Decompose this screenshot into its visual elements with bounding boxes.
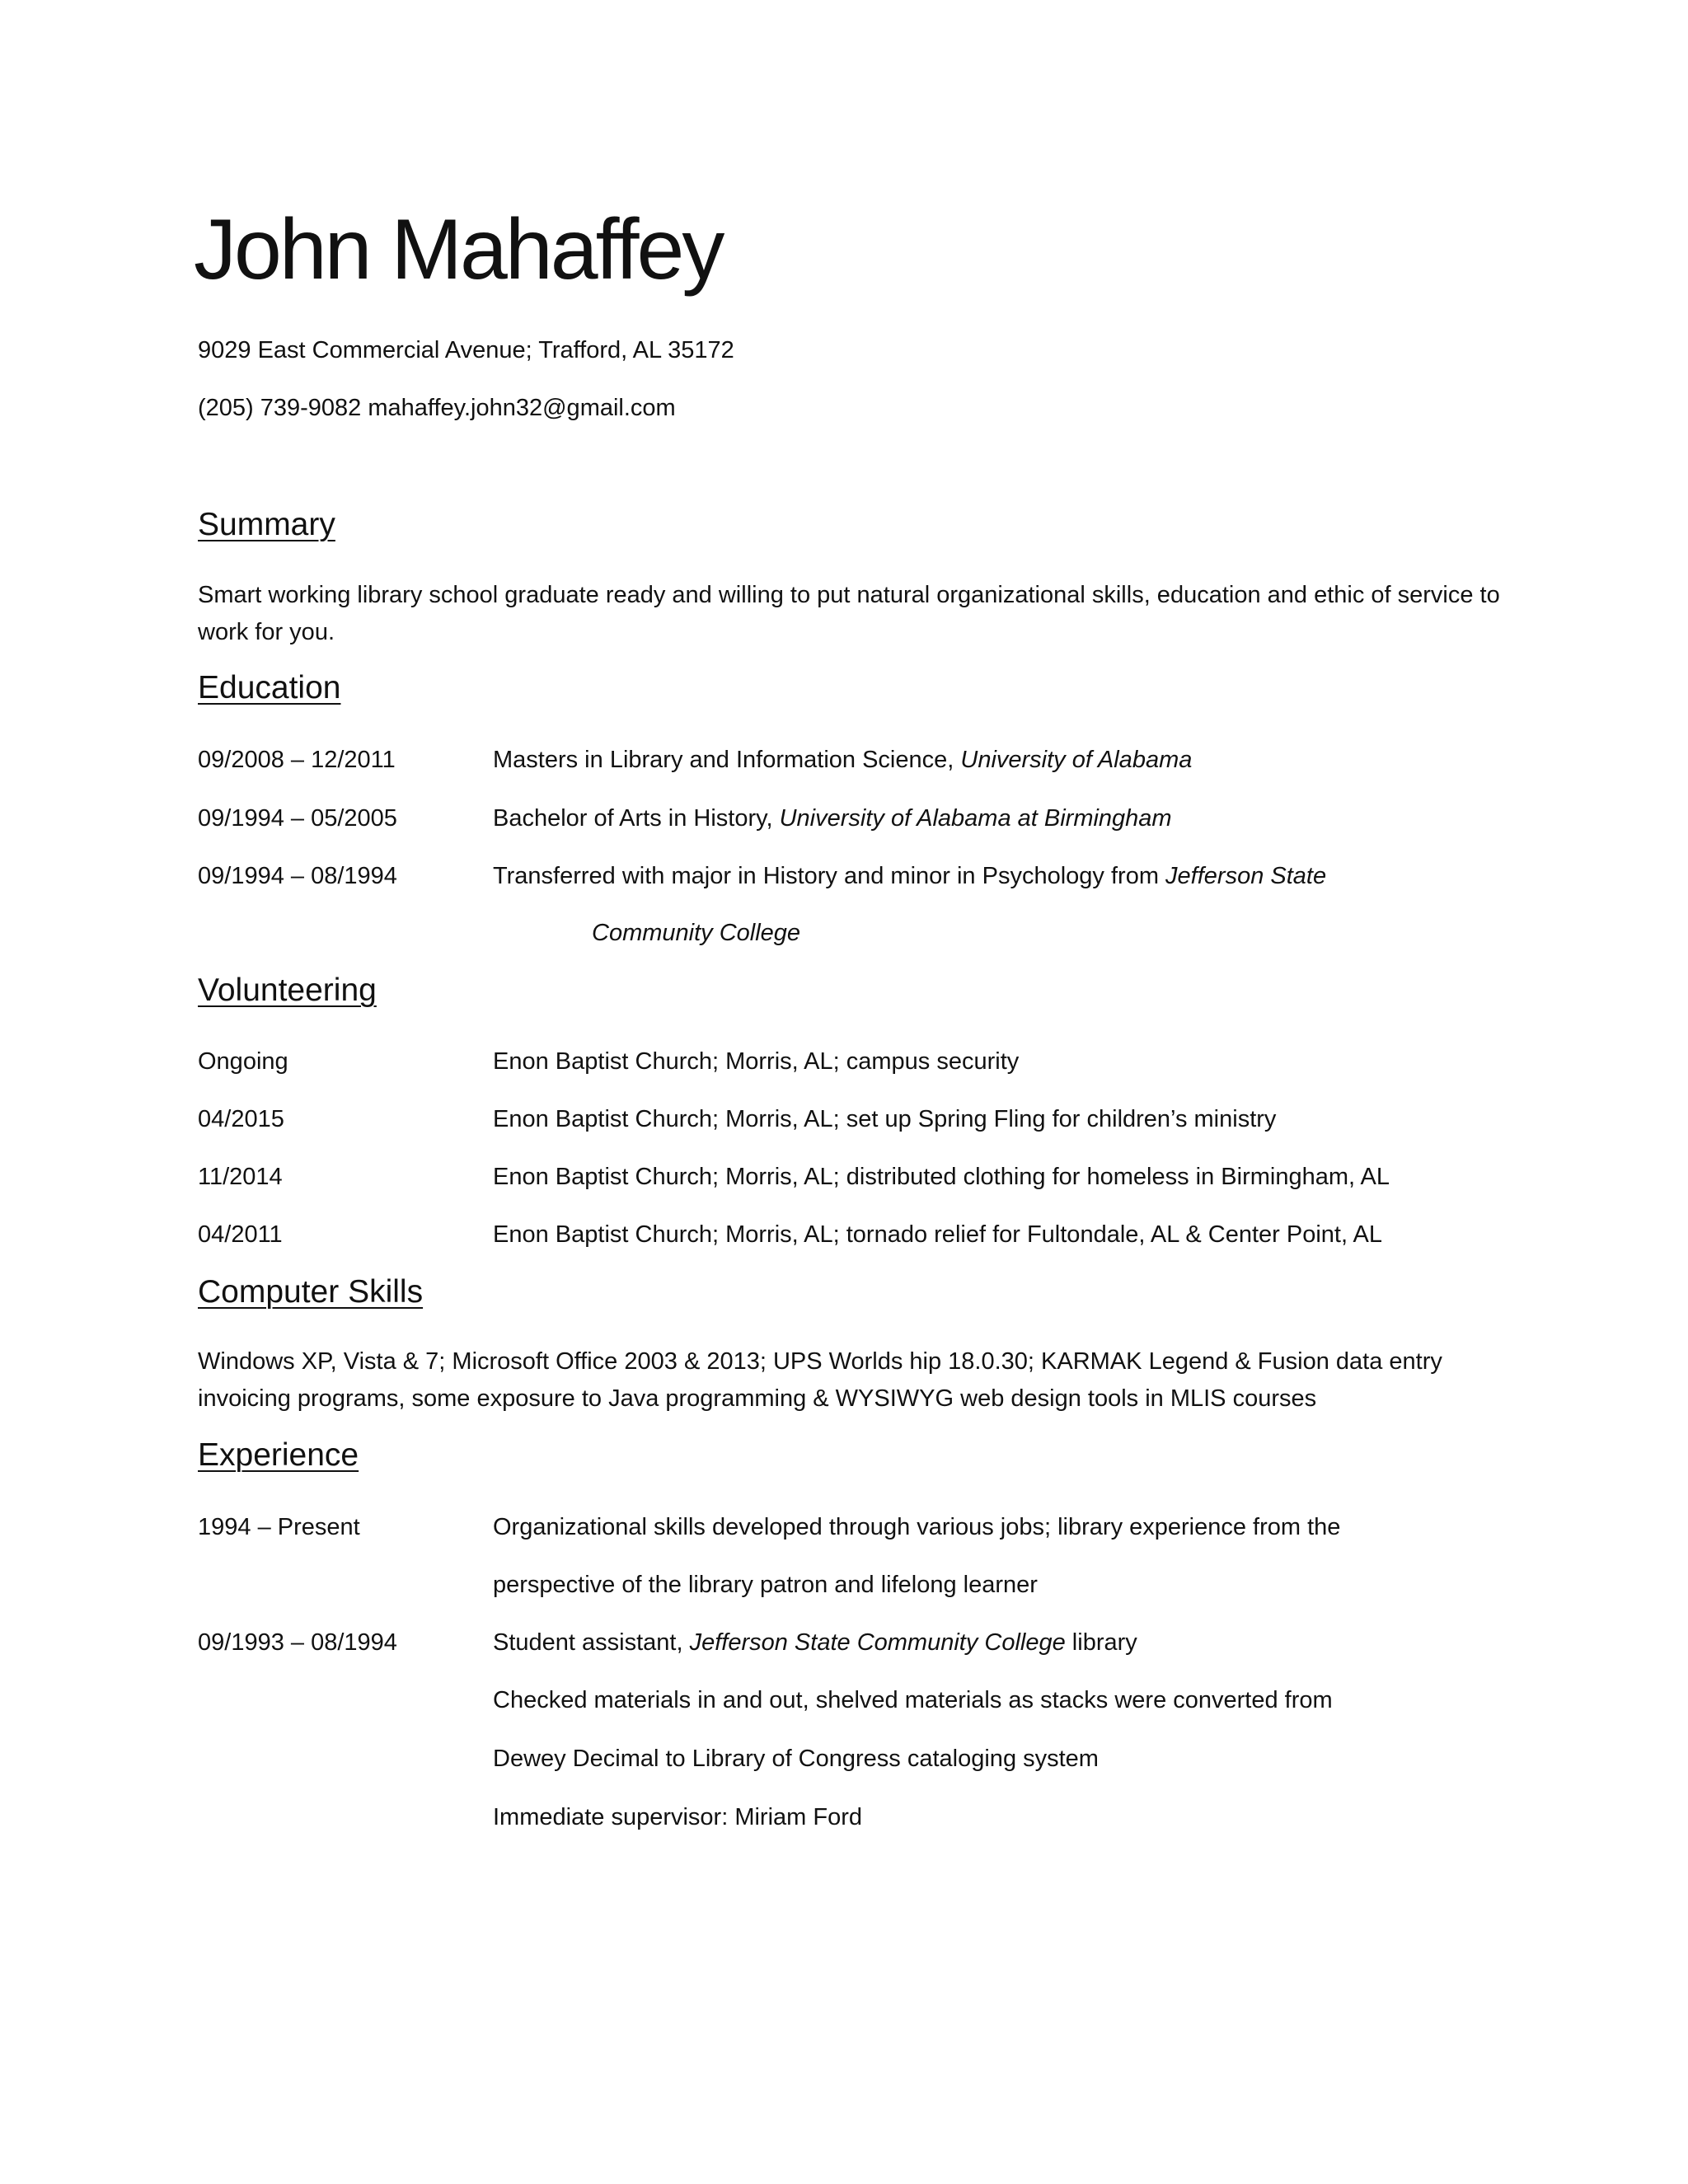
experience-line: Dewey Decimal to Library of Congress cataloging system [493,1746,1099,1772]
volunteering-date: 04/2011 [198,1221,283,1248]
candidate-name: John Mahaffey [194,202,723,298]
experience-date: 1994 – Present [198,1514,360,1540]
education-degree: Masters in Library and Information Science, [493,747,961,773]
volunteering-date: 04/2015 [198,1106,284,1132]
education-institution: University of Alabama at Birmingham [779,805,1172,832]
volunteering-heading: Volunteering [198,972,377,1008]
volunteering-date: Ongoing [198,1048,288,1075]
experience-line: perspective of the library patron and lifelong learner [493,1572,1038,1598]
position-suffix: library [1065,1629,1137,1656]
experience-line: Immediate supervisor: Miriam Ford [493,1804,862,1830]
experience-date: 09/1993 – 08/1994 [198,1629,397,1656]
education-degree: Bachelor of Arts in History, [493,805,780,832]
education-date: 09/1994 – 05/2005 [198,805,397,832]
education-institution: University of Alabama [960,747,1193,773]
summary-heading: Summary [198,507,335,542]
experience-position [493,1626,1137,1659]
education-degree: Transferred with major in History and minor in Psychology from [493,863,1166,889]
education-heading: Education [198,670,341,705]
address: 9029 East Commercial Avenue; Trafford, AL 35172 [198,337,734,363]
phone-email: (205) 739-9082 mahaffey.john32@gmail.com [198,395,676,421]
education-institution-continued: Community College [592,920,801,946]
employer-name: Jefferson State Community College [689,1629,1066,1656]
volunteering-date: 11/2014 [198,1164,283,1190]
education-entry [493,802,1172,835]
education-entry [493,743,1192,776]
education-date: 09/2008 – 12/2011 [198,747,396,773]
volunteering-entry: Enon Baptist Church; Morris, AL; distributed clothing for homeless in Birmingham, AL [493,1164,1390,1190]
computer-skills-heading: Computer Skills [198,1274,424,1310]
experience-line: Organizational skills developed through various jobs; library experience from the [493,1514,1341,1540]
computer-skills-text: Windows XP, Vista & 7; Microsoft Office 2003 & 2013; UPS Worlds hip 18.0.30; KARMAK Legend & Fusion data entry invoicing programs, some exposure to Java programming & WYSIWYG web design tools in MLIS courses [198,1348,1442,1412]
position-title: Student assistant, [493,1629,690,1656]
volunteering-entry: Enon Baptist Church; Morris, AL; set up Spring Fling for children’s ministry [493,1106,1277,1132]
experience-heading: Experience [198,1437,359,1473]
volunteering-entry: Enon Baptist Church; Morris, AL; campus security [493,1048,1020,1075]
education-institution: Jefferson State [1165,863,1327,889]
experience-line: Checked materials in and out, shelved materials as stacks were converted from [493,1687,1333,1713]
volunteering-entry: Enon Baptist Church; Morris, AL; tornado relief for Fultondale, AL & Center Point, AL [493,1221,1382,1248]
education-entry [493,860,1326,893]
education-date: 09/1994 – 08/1994 [198,863,397,889]
summary-text: Smart working library school graduate ready and willing to put natural organizational skills, education and ethic of service to work for you. [198,582,1500,645]
